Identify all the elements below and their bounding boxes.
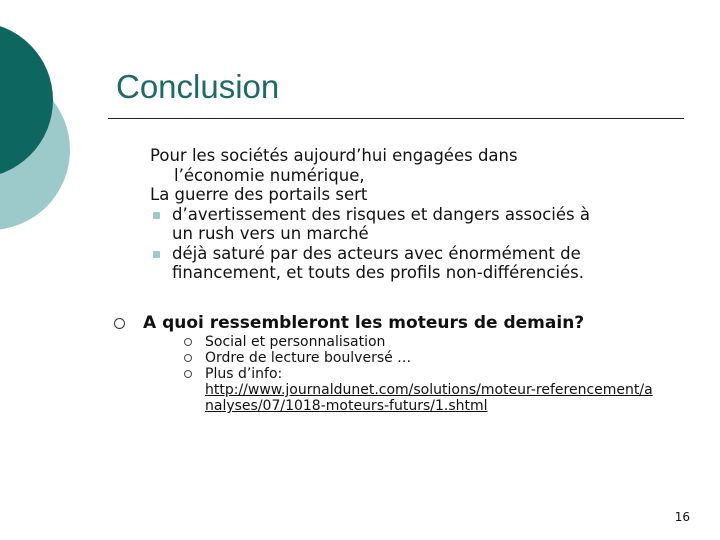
slide-title: Conclusion [116, 68, 280, 105]
sub-bullet-item [184, 366, 654, 414]
question-heading: A quoi ressembleront les moteurs de demain? [143, 313, 585, 333]
bullet-text-continuation: un rush vers un marché [172, 224, 369, 243]
sub-item-label: Plus d’info: [205, 366, 283, 382]
intro-line-1: Pour les sociétés aujourd’hui engagées dans [150, 146, 518, 165]
bullet-text: déjà saturé par des acteurs avec énormément de [172, 243, 581, 263]
square-bullet-icon [153, 251, 160, 258]
page-number: 16 [674, 510, 690, 524]
ring-bullet-icon [184, 338, 192, 346]
bullet-text-continuation: financement, et touts des profils non-différenciés. [172, 263, 584, 282]
square-bullet-icon [153, 212, 160, 219]
intro-bullet-list [150, 205, 690, 283]
info-link[interactable]: http://www.journaldunet.com/solutions/moteur-referencement/analyses/07/1018-moteurs-futurs/1.shtml [205, 382, 653, 414]
sub-bullet-block [184, 334, 654, 414]
sub-bullet-item [184, 334, 654, 350]
intro-line-1-continuation: l’économie numérique, [174, 165, 365, 185]
sub-item-text: Ordre de lecture boulversé … [205, 350, 412, 366]
sub-bullet-list [184, 334, 654, 414]
intro-line-2: La guerre des portails sert [150, 185, 368, 204]
intro-bullet-item [150, 205, 690, 244]
ring-bullet-icon [184, 354, 192, 362]
bullet-text: d’avertissement des risques et dangers associés à [172, 204, 590, 224]
title-divider [108, 118, 684, 119]
sub-item-text: Social et personnalisation [205, 334, 386, 350]
ring-bullet-icon [184, 370, 192, 378]
hollow-circle-bullet-icon [114, 318, 125, 329]
intro-block [150, 146, 690, 283]
decorative-circles [0, 0, 90, 260]
intro-bullet-item [150, 244, 690, 283]
sub-bullet-item [184, 350, 654, 366]
